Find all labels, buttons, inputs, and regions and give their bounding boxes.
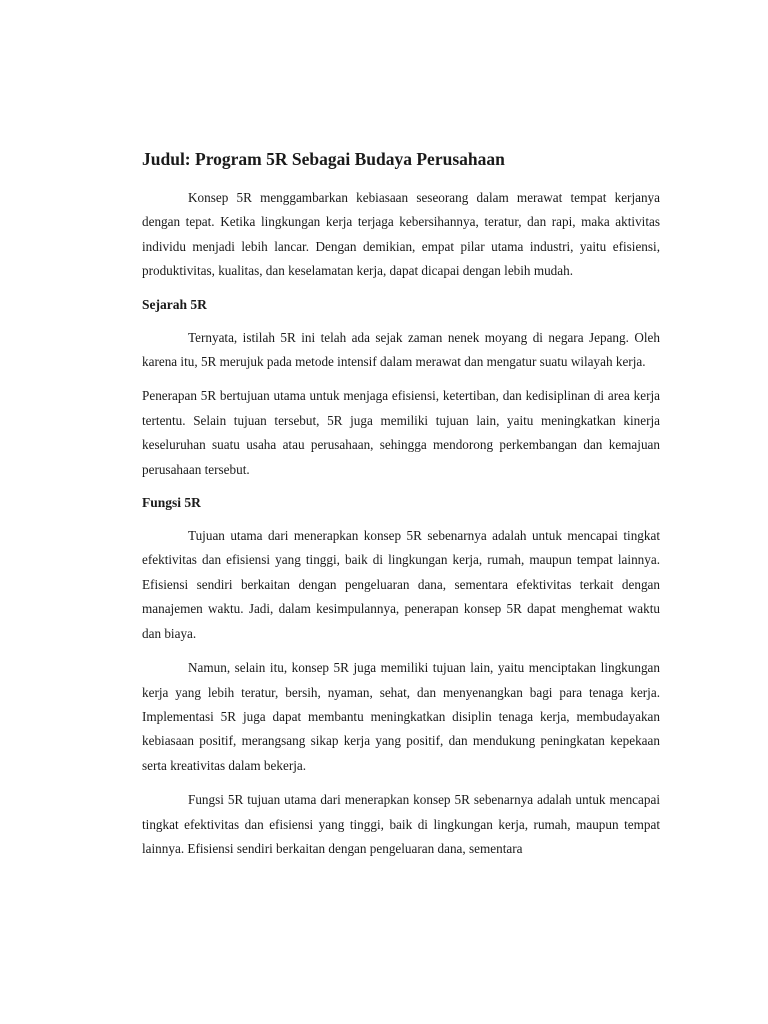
section-heading-fungsi: Fungsi 5R bbox=[142, 495, 201, 511]
fungsi-paragraph-1: Tujuan utama dari menerapkan konsep 5R sebenarnya adalah untuk mencapai tingkat efektivitas dan efisiensi yang tinggi, baik di lingkungan kerja, rumah, maupun tempat lainnya. Efisiensi sendiri berkaitan dengan pengeluaran dana, sementara efektivitas terkait dengan manajemen waktu. Jadi, dalam kesimpulannya, penerapan konsep 5R dapat menghemat waktu dan biaya. bbox=[142, 528, 660, 641]
document-page bbox=[142, 146, 660, 871]
section-heading-sejarah: Sejarah 5R bbox=[142, 296, 207, 312]
intro-paragraph: Konsep 5R menggambarkan kebiasaan seseorang dalam merawat tempat kerjanya dengan tepat. Ketika lingkungan kerja terjaga kebersihannya, teratur, dan rapi, maka aktivitas individu menjadi lebih lancar. Dengan demikian, empat pilar utama industri, yaitu efisiensi, produktivitas, kualitas, dan keselamatan kerja, dapat dicapai dengan lebih mudah. bbox=[142, 190, 660, 279]
sejarah-paragraph-1: Ternyata, istilah 5R ini telah ada sejak zaman nenek moyang di negara Jepang. Oleh karena itu, 5R merujuk pada metode intensif dalam merawat dan mengatur suatu wilayah kerja. bbox=[142, 329, 660, 370]
document-title: Judul: Program 5R Sebagai Budaya Perusahaan bbox=[142, 149, 505, 169]
sejarah-paragraph-2: Penerapan 5R bertujuan utama untuk menjaga efisiensi, ketertiban, dan kedisiplinan di area kerja tertentu. Selain tujuan tersebut, 5R juga memiliki tujuan lain, yaitu meningkatkan kinerja keseluruhan suatu usaha atau perusahaan, sehingga mendorong perkembangan dan kemajuan perusahaan tersebut. bbox=[142, 388, 660, 477]
fungsi-paragraph-3: Fungsi 5R tujuan utama dari menerapkan konsep 5R sebenarnya adalah untuk mencapai tingkat efektivitas dan efisiensi yang tinggi, baik di lingkungan kerja, rumah, maupun tempat lainnya. Efisiensi sendiri berkaitan dengan pengeluaran dana, sementara bbox=[142, 792, 660, 856]
fungsi-paragraph-2: Namun, selain itu, konsep 5R juga memiliki tujuan lain, yaitu menciptakan lingkungan kerja yang lebih teratur, bersih, nyaman, sehat, dan menyenangkan bagi para tenaga kerja. Implementasi 5R juga dapat membantu meningkatkan disiplin tenaga kerja, membudayakan kebiasaan positif, merangsang sikap kerja yang positif, dan mendukung peningkatan kepekaan serta kreativitas dalam bekerja. bbox=[142, 660, 660, 773]
